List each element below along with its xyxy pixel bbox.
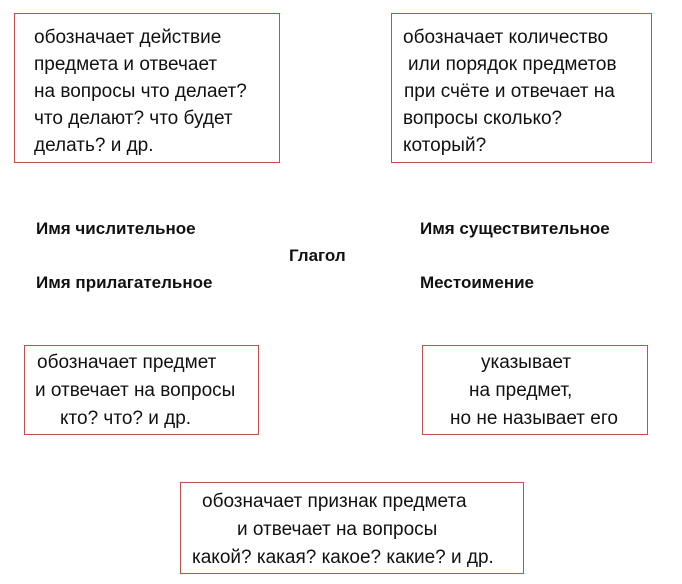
definition-line: делать? и др. [34, 135, 154, 156]
definition-line: или порядок предметов [408, 54, 617, 75]
definition-line: на предмет, [469, 380, 573, 401]
definition-line: обозначает признак предмета [202, 491, 467, 512]
definition-line: обозначает предмет [37, 352, 217, 373]
definition-line: обозначает действие [34, 27, 222, 48]
definition-line: предмета и отвечает [34, 54, 218, 75]
definition-line: на вопросы что делает? [34, 81, 247, 102]
definition-line: и отвечает на вопросы [237, 519, 438, 540]
definition-box-numeral [391, 13, 652, 163]
term-verb: Глагол [289, 246, 346, 265]
definition-box-adjective [180, 482, 524, 574]
definition-line: который? [403, 135, 487, 156]
definition-line: какой? какая? какое? какие? и др. [192, 547, 494, 568]
term-numeral: Имя числительное [36, 219, 196, 238]
definition-line: что делают? что будет [34, 108, 233, 129]
definition-line: указывает [481, 352, 572, 373]
definition-box-pronoun [422, 345, 648, 435]
definition-line: и отвечает на вопросы [35, 380, 236, 401]
term-noun: Имя существительное [420, 219, 610, 238]
term-pronoun: Местоимение [420, 273, 534, 292]
definition-line: но не называет его [450, 408, 618, 429]
term-adjective: Имя прилагательное [36, 273, 213, 292]
definition-line: при счёте и отвечает на [404, 81, 615, 102]
definition-line: вопросы сколько? [403, 108, 563, 129]
definition-line: обозначает количество [403, 27, 609, 48]
definition-line: кто? что? и др. [60, 408, 192, 429]
definition-box-noun [24, 345, 259, 435]
definition-box-verb [14, 13, 280, 163]
